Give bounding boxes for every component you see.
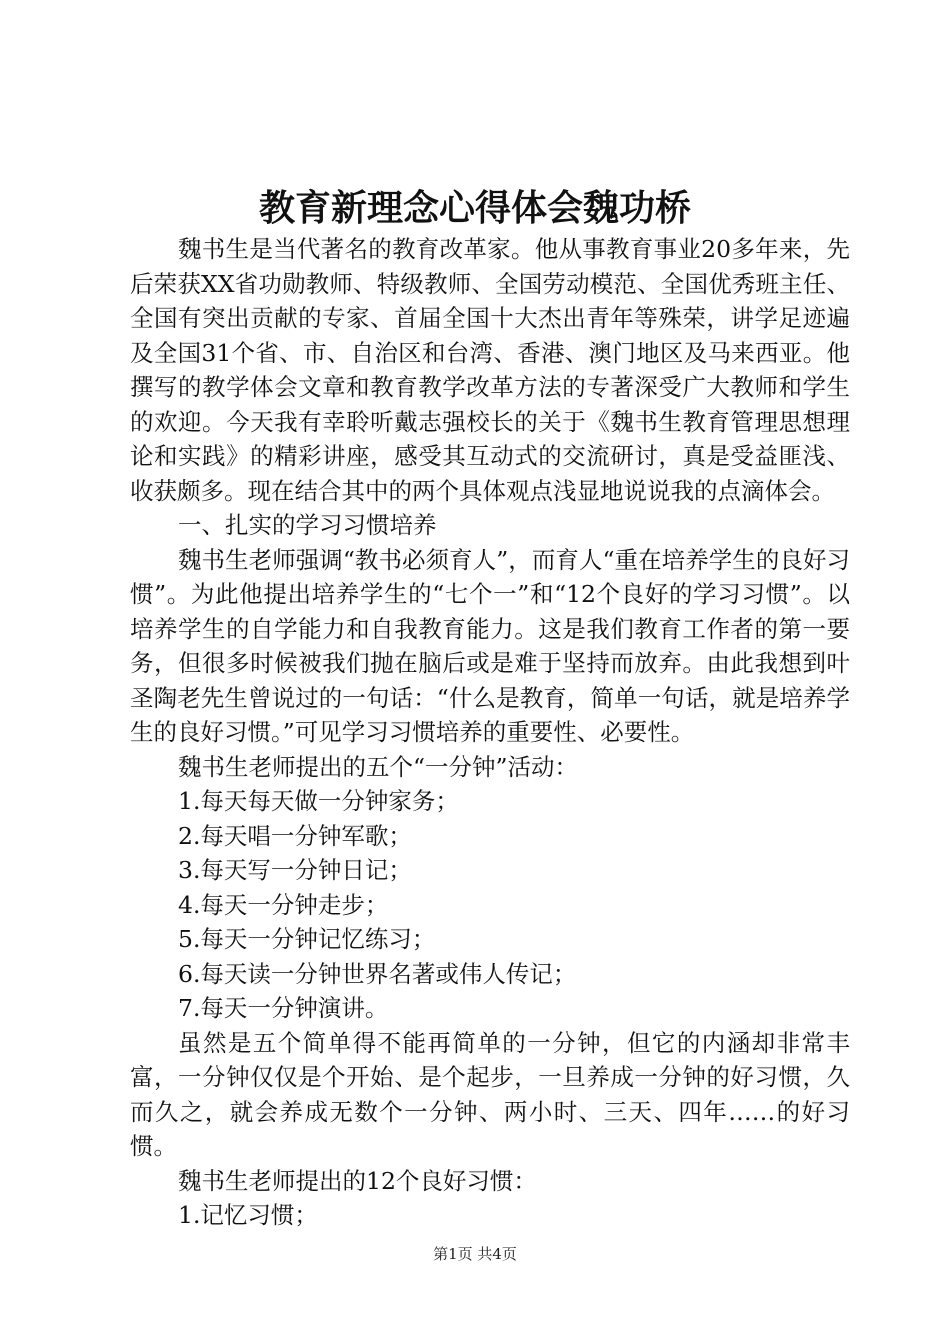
page-footer: 第1页 共4页: [433, 1245, 517, 1263]
list-item: 5.每天一分钟记忆练习；: [178, 925, 436, 953]
list-item: 7.每天一分钟演讲。: [178, 994, 389, 1022]
paragraph-summary: 虽然是五个简单得不能再简单的一分钟，但它的内涵却非常丰富，一分钟仅仅是个开始、是个起步，一旦养成一分钟的好习惯，久而久之，就会养成无数个一分钟、两小时、三天、四年……的好习惯。: [130, 1028, 850, 1160]
list-item: 1.记忆习惯；: [178, 1201, 318, 1229]
list-item: 3.每天写一分钟日记；: [178, 856, 412, 884]
list-item: 6.每天读一分钟世界名著或伟人传记；: [178, 959, 577, 988]
list-heading-twelve-habits: 魏书生老师提出的12个良好习惯：: [178, 1166, 537, 1195]
section-heading: 一、扎实的学习习惯培养: [178, 511, 437, 539]
paragraph-intro: 魏书生是当代著名的教育改革家。他从事教育事业20多年来，先后荣获XX省功勋教师、特级教师、全国劳动模范、全国优秀班主任、全国有突出贡献的专家、首届全国十大杰出青年等殊荣，讲学足迹遍及全国31个省、市、自治区和台湾、香港、澳门地区及马来西亚。他撰写的教学体会文章和教育教学改革方法的专著深受广大教师和学生的欢迎。今天我有幸聆听戴志强校长的关于《魏书生教育管理思想理论和实践》的精彩讲座，感受其互动式的交流研讨，真是受益匪浅、收获颇多。现在结合其中的两个具体观点浅显地说说我的点滴体会。: [130, 235, 850, 505]
list-item: 2.每天唱一分钟军歌；: [178, 821, 412, 850]
list-item: 1.每天每天做一分钟家务；: [178, 787, 459, 815]
list-heading-one-minute: 魏书生老师提出的五个“一分钟”活动：: [178, 752, 579, 781]
paragraph-habits: 魏书生老师强调“教书必须育人”，而育人“重在培养学生的良好习惯”。为此他提出培养学生的“七个一”和“12个良好的学习习惯”。以培养学生的自学能力和自我教育能力。这是我们教育工作者的第一要务，但很多时候被我们抛在脑后或是难于坚持而放弃。由此我想到叶圣陶老先生曾说过的一句话：“什么是教育，简单一句话，就是培养学生的良好习惯。”可见学习习惯培养的重要性、必要性。: [130, 545, 850, 746]
page-title: 教育新理念心得体会魏功桥: [258, 187, 691, 229]
list-item: 4.每天一分钟走步；: [178, 890, 389, 919]
document-body: [130, 232, 850, 1233]
